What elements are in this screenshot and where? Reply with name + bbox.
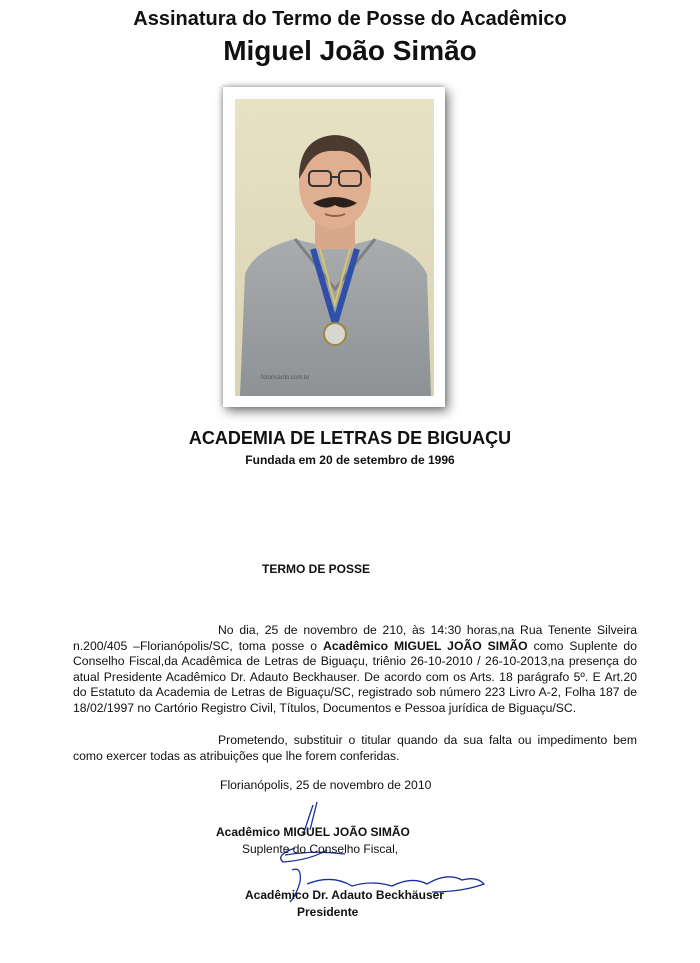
- signatory-1-role: Suplente do Conselho Fiscal,: [242, 842, 399, 856]
- page-title-line1: Assinatura do Termo de Posse do Acadêmico: [133, 8, 567, 30]
- academy-founded-date: Fundada em 20 de setembro de 1996: [245, 453, 455, 467]
- photo-watermark: fotoricardo.com.br: [261, 375, 310, 381]
- page-title-name: Miguel João Simão: [223, 35, 477, 66]
- signatory-1-name: Acadêmico MIGUEL JOÃO SIMÃO: [216, 825, 410, 839]
- paragraph-2: [73, 733, 637, 764]
- date-line: Florianópolis, 25 de novembro de 2010: [220, 778, 432, 792]
- paragraph-1-text-b: como Suplente do Conselho Fiscal,da Acadêmica de Letras de Biguaçu, triênio 26-10-2010 / 26-10-2013,na presença do atual Presidente Acadêmico Dr. Adauto Beckhauser. De acordo com os Arts. 18 parágrafo 5º. E Art.20 do Estatuto da Academia de Letras de Biguaçu/SC, registrado sob número 223 Livro A-2, Folha 187 de 18/02/1997 no Cartório Registro Civil, Títulos, Documentos e Pessoa jurídica de Biguaçu/SC.: [73, 638, 637, 715]
- signatory-2-role: Presidente: [297, 905, 359, 919]
- paragraph-2-text: Prometendo, substituir o titular quando da sua falta ou impedimento bem como exercer todas as atribuições que lhe forem conferidas.: [73, 733, 637, 763]
- paragraph-1: [73, 623, 637, 716]
- academy-name: ACADEMIA DE LETRAS DE BIGUAÇU: [188, 428, 512, 448]
- signatory-2-name: Acadêmico Dr. Adauto Beckhäuser: [245, 888, 444, 902]
- paragraph-1-bold: Acadêmico MIGUEL JOÃO SIMÃO: [323, 638, 528, 653]
- paragraph-1-text-a: No dia, 25 de novembro de 210, às 14:30 horas,na Rua Tenente Silveira n.200/405 –Florianópolis/SC, toma posse o: [73, 623, 637, 653]
- portrait-photo-frame: [223, 87, 445, 407]
- document-heading: TERMO DE POSSE: [262, 562, 371, 576]
- portrait-photo: [235, 99, 434, 396]
